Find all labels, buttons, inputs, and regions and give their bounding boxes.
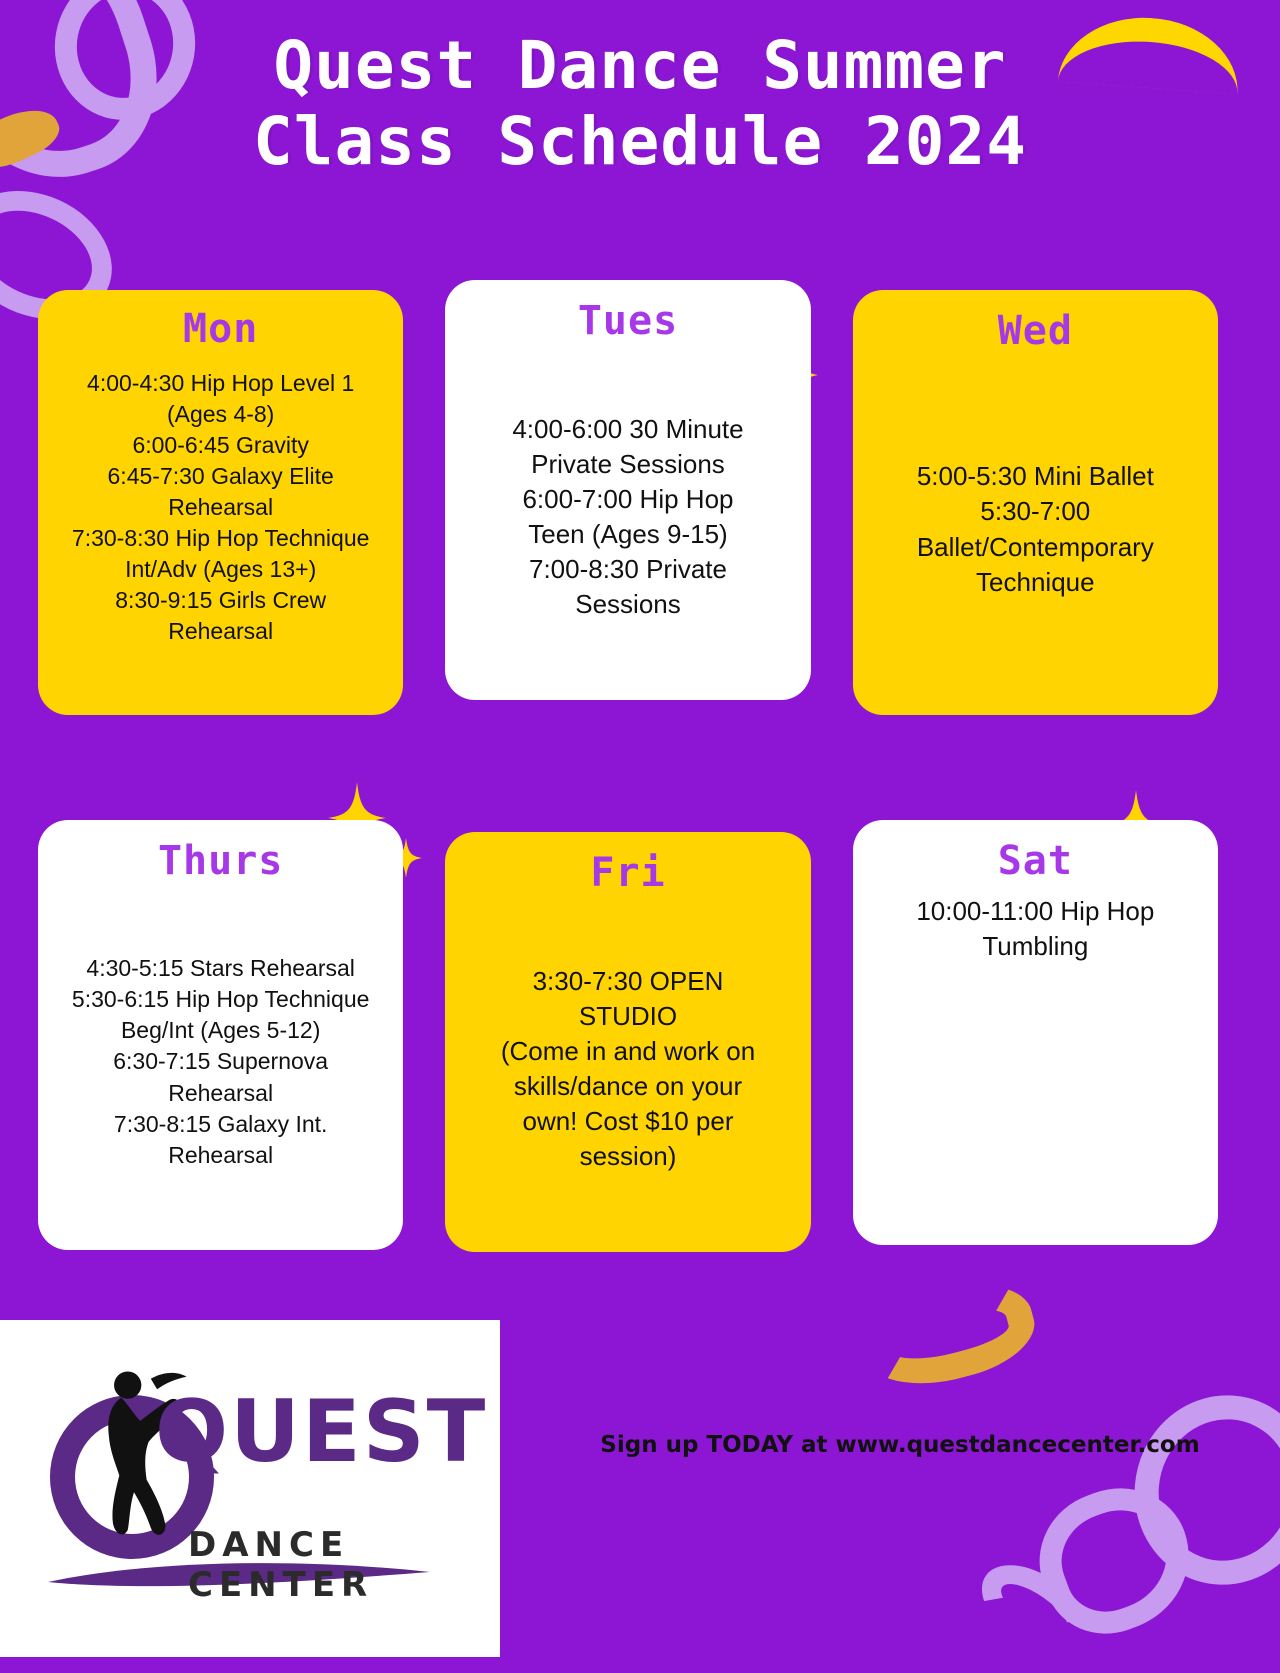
class-line: Tumbling <box>982 931 1089 962</box>
class-line: Teen (Ages 9-15) <box>528 519 728 549</box>
class-line: Sessions <box>575 589 681 620</box>
day-title-fri: Fri <box>590 850 666 896</box>
logo-panel <box>0 1320 500 1657</box>
decor-swash-gold-bottom <box>851 1269 1043 1401</box>
decor-swash-lilac-bottom-right <box>966 1547 1104 1673</box>
class-line: STUDIO <box>578 1000 678 1031</box>
class-line: 5:30-6:15 Hip Hop Technique <box>71 986 370 1013</box>
day-classes-sat <box>871 894 1200 964</box>
day-title-sat: Sat <box>997 838 1073 884</box>
day-title-thurs: Thurs <box>157 838 284 884</box>
class-line: Rehearsal <box>168 618 274 645</box>
class-line: 6:30-7:15 Supernova <box>113 1048 329 1075</box>
page-title-line2: Class Schedule 2024 <box>253 102 1027 180</box>
class-line: 5:30-7:00 <box>980 496 1091 527</box>
class-line: Beg/Int (Ages 5-12) <box>120 1017 321 1044</box>
class-line: 7:30-8:30 Hip Hop Technique <box>71 525 370 552</box>
signup-text: Sign up TODAY at www.questdancecenter.com <box>600 1432 1200 1458</box>
schedule-grid <box>38 290 1218 1265</box>
day-classes-thurs <box>56 953 385 1170</box>
class-line: 7:30-8:15 Galaxy Int. <box>113 1110 328 1137</box>
class-line: (Ages 4-8) <box>166 401 275 428</box>
class-line: 3:30-7:30 OPEN <box>532 965 724 996</box>
logo-wordmark: QUEST <box>155 1382 488 1482</box>
class-line: 4:00-6:00 30 Minute <box>512 413 744 444</box>
class-line: 8:30-9:15 Girls Crew <box>115 587 327 614</box>
class-line: 6:00-6:45 Gravity <box>132 432 309 459</box>
day-card-wed <box>853 290 1218 715</box>
class-line: Rehearsal <box>168 494 274 521</box>
class-line: 4:30-5:15 Stars Rehearsal <box>86 955 355 982</box>
class-line: 6:00-7:00 Hip Hop <box>522 483 734 514</box>
class-line: Ballet/Contemporary <box>916 531 1154 562</box>
day-title-mon: Mon <box>183 306 259 352</box>
quest-logo-icon <box>0 1320 500 1657</box>
day-classes-wed <box>871 459 1200 599</box>
class-line: Private Sessions <box>531 448 725 479</box>
day-card-tues <box>445 280 810 700</box>
class-line: Rehearsal <box>168 1141 274 1168</box>
class-line: (Come in and work on <box>500 1035 756 1066</box>
class-line: 4:00-4:30 Hip Hop Level 1 <box>87 370 355 396</box>
day-card-mon <box>38 290 403 715</box>
day-card-thurs <box>38 820 403 1250</box>
page-title-line1: Quest Dance Summer <box>273 27 1007 104</box>
day-classes-tues <box>463 412 792 623</box>
class-line: own! Cost $10 per <box>522 1106 734 1137</box>
class-line: 7:00-8:30 Private <box>528 554 727 585</box>
poster-header <box>0 28 1280 180</box>
page-title <box>0 28 1280 180</box>
class-line: 6:45-7:30 Galaxy Elite <box>107 463 334 490</box>
class-line: skills/dance on your <box>513 1071 743 1101</box>
day-classes-mon <box>56 368 385 647</box>
class-line: session) <box>579 1141 677 1172</box>
day-card-fri <box>445 832 810 1252</box>
decor-ring-lilac-bottom-right-2 <box>1021 1469 1210 1652</box>
day-card-sat <box>853 820 1218 1245</box>
decor-ring-lilac-bottom-right <box>1113 1375 1280 1605</box>
class-line: 5:00-5:30 Mini Ballet <box>916 461 1154 492</box>
logo-subtitle: DANCE CENTER <box>188 1525 374 1605</box>
day-title-tues: Tues <box>577 298 679 344</box>
class-line: Rehearsal <box>168 1079 274 1106</box>
class-line: Technique <box>976 566 1095 597</box>
class-line: 10:00-11:00 Hip Hop <box>916 896 1155 926</box>
day-title-wed: Wed <box>997 308 1073 354</box>
day-classes-fri <box>463 964 792 1175</box>
class-line: Int/Adv (Ages 13+) <box>125 556 317 583</box>
